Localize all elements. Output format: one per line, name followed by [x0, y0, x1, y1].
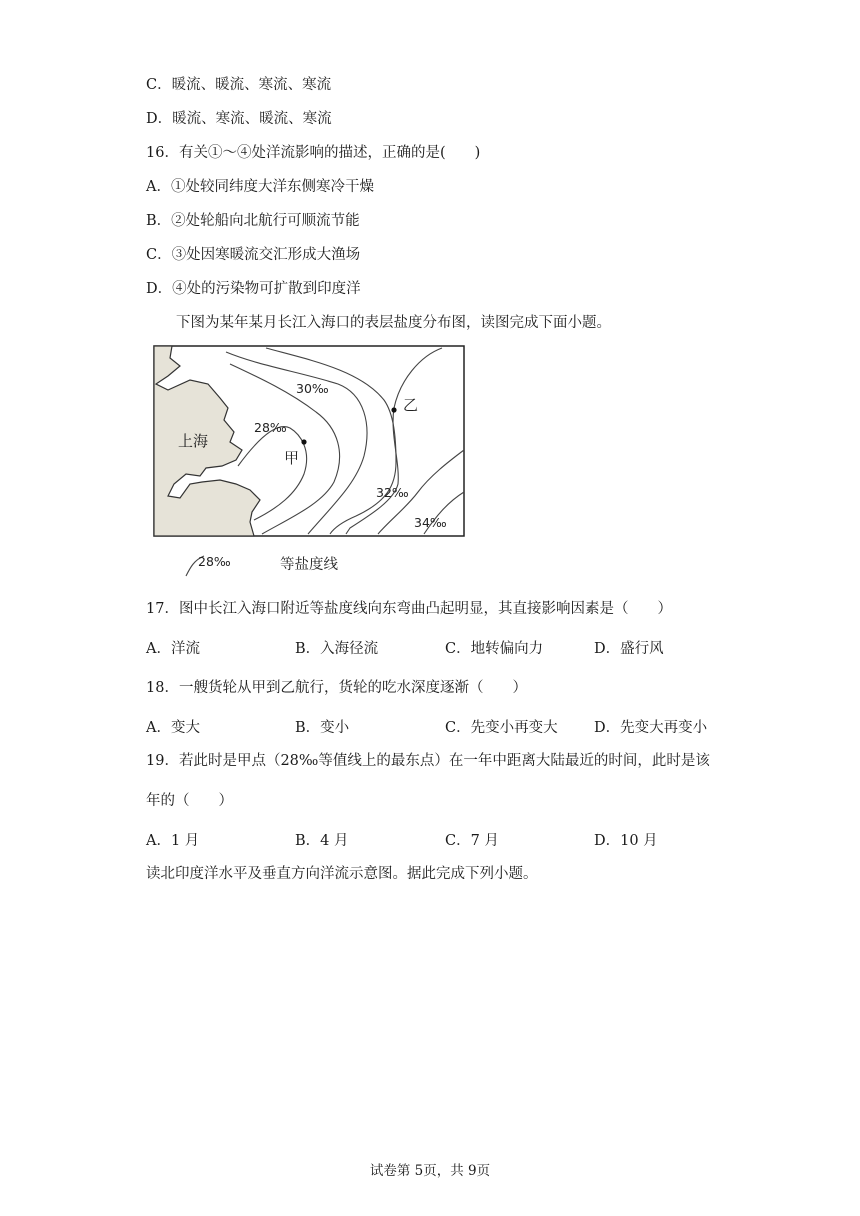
q15-option-d: D．暖流、寒流、暖流、寒流: [146, 111, 332, 127]
land-label: 上海: [178, 432, 209, 450]
q18-option-c: C．先变小再变大: [445, 720, 558, 736]
q18-stem: 18．一艘货轮从甲到乙航行，货轮的吃水深度逐渐（ ）: [146, 680, 527, 696]
indian-ocean-intro: 读北印度洋水平及垂直方向洋流示意图。据此完成下列小题。: [146, 866, 538, 882]
q19-option-b: B．4 月: [295, 833, 349, 849]
q16-stem: 16．有关①～④处洋流影响的描述，正确的是( ): [146, 145, 481, 161]
isohaline-28-label: 28‰: [254, 420, 287, 435]
salinity-intro: 下图为某年某月长江入海口的表层盐度分布图，读图完成下面小题。: [176, 315, 611, 331]
q17-option-c: C．地转偏向力: [445, 641, 544, 657]
salinity-map: [150, 344, 470, 580]
legend-value: 28‰: [198, 554, 231, 569]
q19-option-c: C．7 月: [445, 833, 499, 849]
q15-option-c: C．暖流、暖流、寒流、寒流: [146, 77, 332, 93]
q17-option-b: B．入海径流: [295, 641, 379, 657]
q18-option-b: B．变小: [295, 720, 350, 736]
q16-option-c: C．③处因寒暖流交汇形成大渔场: [146, 247, 361, 263]
point-yi-dot: [391, 407, 396, 412]
q17-option-a: A．洋流: [146, 641, 200, 657]
q19-option-a: A．1 月: [146, 833, 200, 849]
point-yi-label: 乙: [403, 396, 419, 414]
point-jia-label: 甲: [284, 449, 300, 467]
q16-option-b: B．②处轮船向北航行可顺流节能: [146, 213, 360, 229]
page-footer: 试卷第 5页，共 9页: [369, 1163, 491, 1179]
q19-option-d: D．10 月: [594, 833, 658, 849]
q16-option-d: D．④处的污染物可扩散到印度洋: [146, 281, 361, 297]
q19-stem-line1: 19．若此时是甲点（28‰等值线上的最东点）在一年中距离大陆最近的时间，此时是该: [146, 753, 710, 769]
legend-label: 等盐度线: [280, 557, 338, 573]
q19-stem-line2: 年的（ ）: [146, 793, 233, 809]
isohaline-34-label: 34‰: [414, 515, 447, 530]
isohaline-32-label: 32‰: [376, 485, 409, 500]
point-jia-dot: [301, 439, 306, 444]
salinity-map-figure: [150, 344, 470, 580]
q16-option-a: A．①处较同纬度大洋东侧寒冷干燥: [146, 179, 374, 195]
q18-option-a: A．变大: [146, 720, 200, 736]
q18-option-d: D．先变大再变小: [594, 720, 708, 736]
q17-option-d: D．盛行风: [594, 641, 664, 657]
q17-stem: 17．图中长江入海口附近等盐度线向东弯曲凸起明显，其直接影响因素是（ ）: [146, 601, 672, 617]
isohaline-30-label: 30‰: [296, 381, 329, 396]
